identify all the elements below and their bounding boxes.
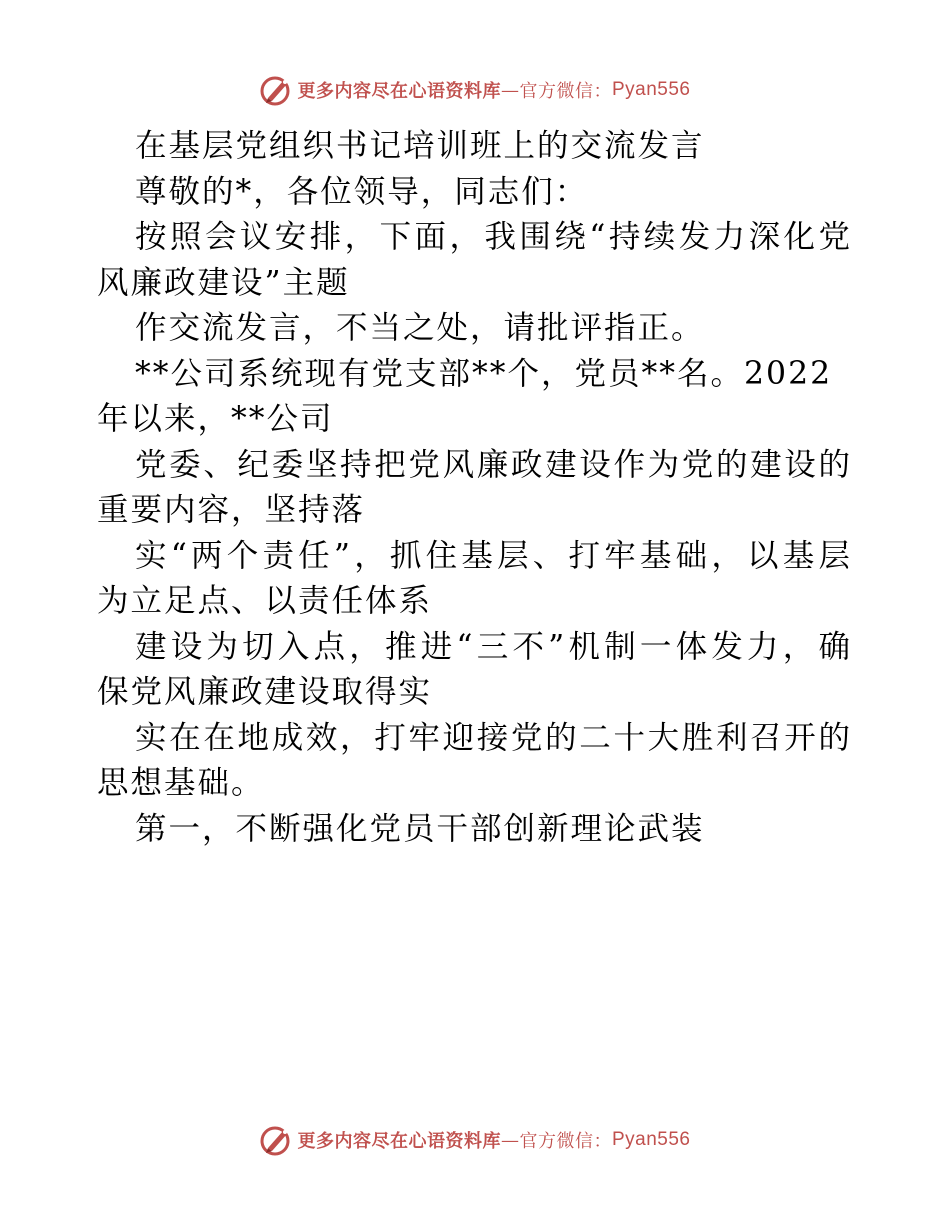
document-title: 在基层党组织书记培训班上的交流发言 [135,128,705,164]
watermark-footer [0,1120,950,1160]
watermark-wechat-label: 官方微信： [519,81,612,102]
text-line: 重要内容，坚持落 [97,492,366,528]
text-line: 保党风廉政建设取得实 [97,674,433,710]
text-line: 建设为切入点，推进“三不”机制一体发力，确 [135,628,852,665]
watermark-wechat-id: Pyan556 [611,1129,691,1150]
text-line: 实在在地成效，打牢迎接党的二十大胜利召开的 [135,719,852,756]
text-line: 风廉政建设”主题 [97,264,350,301]
text-line: **公司系统现有党支部**个，党员**名。2022 [135,355,833,392]
text-line: 党委、纪委坚持把党风廉政建设作为党的建设的 [135,446,852,483]
section-heading: 第一，不断强化党员干部创新理论武装 [135,810,705,847]
pen-logo-icon [259,1123,293,1157]
text-line: 作交流发言，不当之处，请批评指正。 [135,310,705,346]
text-line: 年以来，**公司 [97,401,334,437]
watermark-wechat-label: 官方微信： [519,1131,612,1152]
watermark-main-text: 更多内容尽在心语资料库 [297,81,501,102]
document-body [97,124,852,852]
text-line: 思想基础。 [97,765,265,801]
text-line: 按照会议安排，下面，我围绕“持续发力深化党 [135,219,852,255]
watermark-main-text: 更多内容尽在心语资料库 [297,1131,501,1152]
watermark-header [0,70,950,110]
watermark-separator: — [500,79,520,101]
text-line: 为立足点、以责任体系 [97,583,433,619]
text-line: 实“两个责任”，抓住基层、打牢基础，以基层 [135,537,852,574]
watermark-separator: — [500,1129,520,1151]
watermark-wechat-id: Pyan556 [611,79,691,100]
pen-logo-icon [259,73,293,107]
salutation: 尊敬的*，各位领导，同志们： [135,173,589,210]
